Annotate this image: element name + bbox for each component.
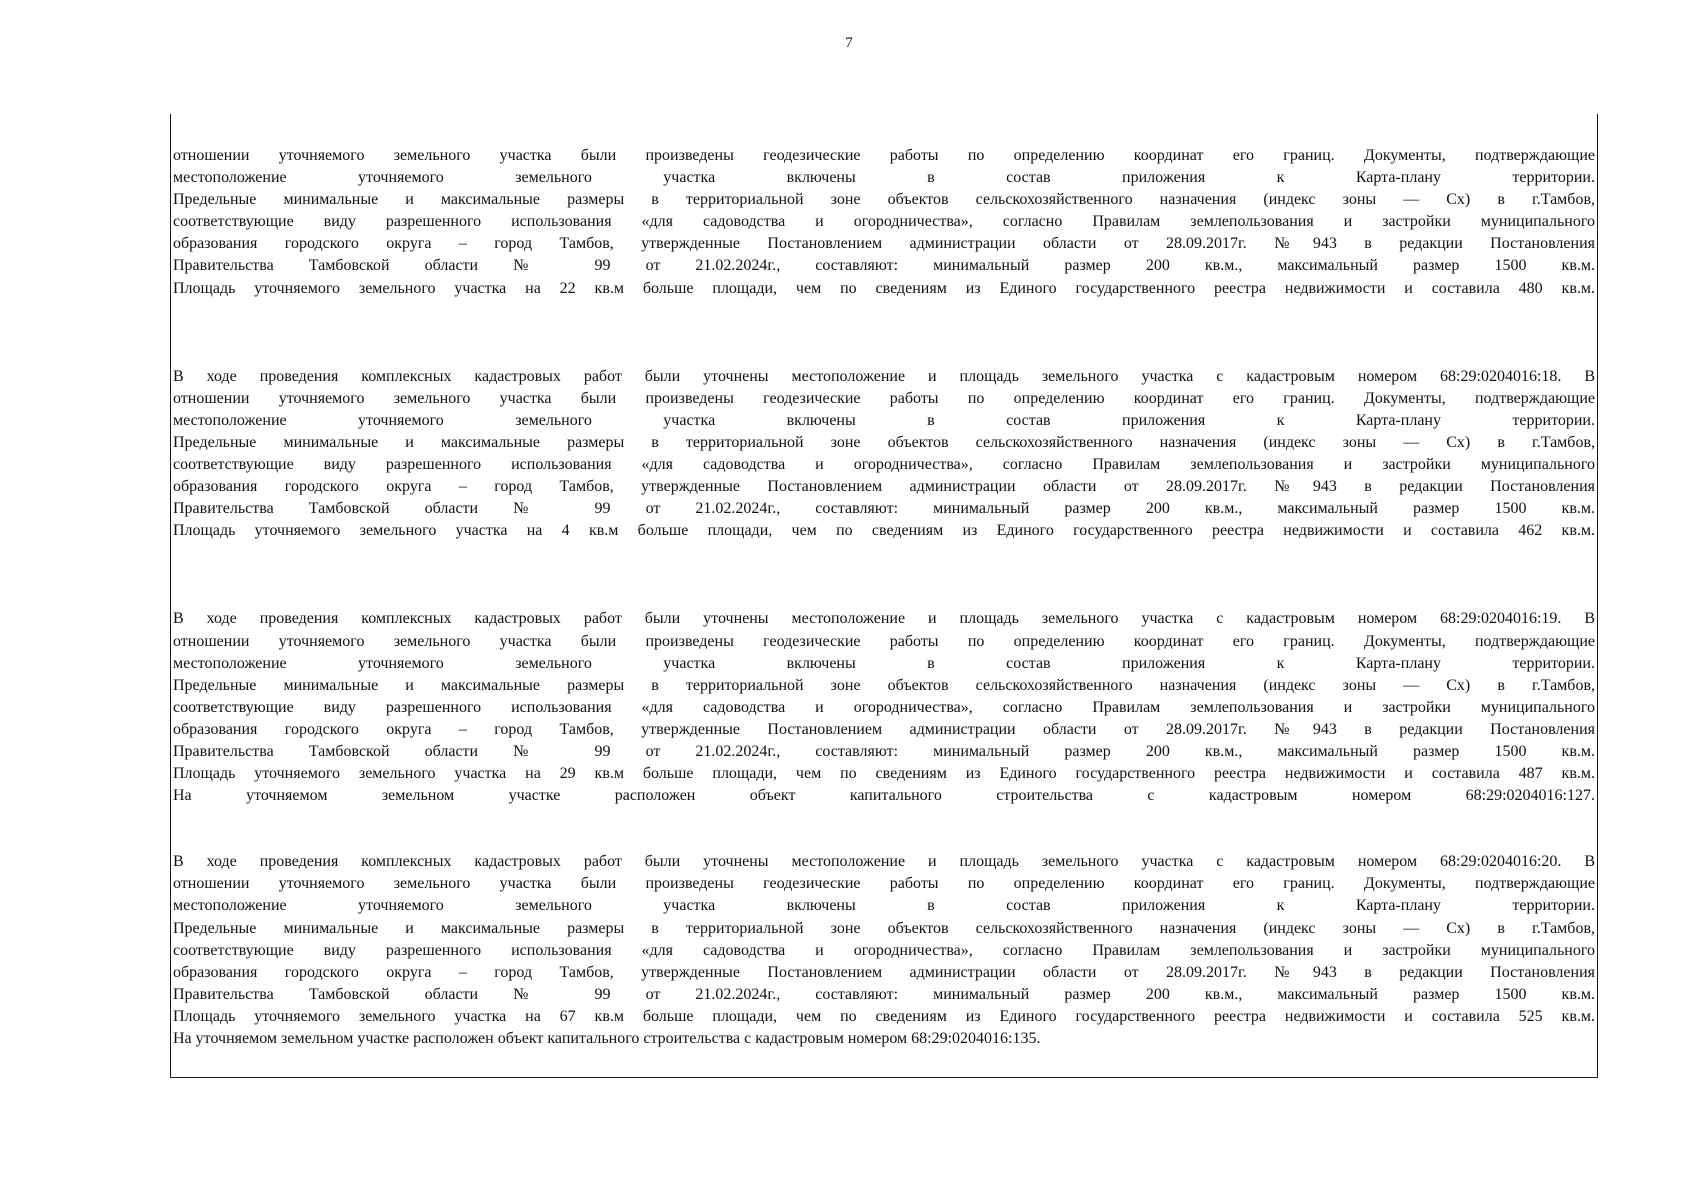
text-line: Правительства Тамбовской области № 99 от 21.02.2024г., составляют: минимальный размер 200 кв.м., максимальный размер 1500 кв.м. — [173, 257, 1595, 275]
text-line: В ходе проведения комплексных кадастровых работ были уточнены местоположение и площадь земельного участка с кадастровым номером 68:29:0204016:20. В — [173, 853, 1595, 871]
text-line: Правительства Тамбовской области № 99 от 21.02.2024г., составляют: минимальный размер 200 кв.м., максимальный размер 1500 кв.м. — [173, 985, 1595, 1003]
paragraph-plot-19 — [173, 608, 1595, 807]
text-line: местоположение уточняемого земельного участка включены в состав приложения к Карта-плану территории. — [173, 897, 1595, 915]
text-line: Правительства Тамбовской области № 99 от 21.02.2024г., составляют: минимальный размер 200 кв.м., максимальный размер 1500 кв.м. — [173, 742, 1595, 760]
text-line: соответствующие виду разрешенного использования «для садоводства и огородничества», согласно Правилам землепользования и застройки муниципального — [173, 456, 1595, 474]
text-line: Площадь уточняемого земельного участка на 29 кв.м больше площади, чем по сведениям из Единого государственного реестра недвижимости и составила 487 кв.м. — [173, 765, 1595, 783]
text-line: местоположение уточняемого земельного участка включены в состав приложения к Карта-плану территории. — [173, 411, 1595, 429]
document-body — [173, 145, 1595, 1050]
text-line: В ходе проведения комплексных кадастровых работ были уточнены местоположение и площадь земельного участка с кадастровым номером 68:29:0204016:19. В — [173, 610, 1595, 628]
paragraph-plot-18 — [173, 366, 1595, 543]
text-line: Предельные минимальные и максимальные размеры в территориальной зоне объектов сельскохозяйственного назначения (индекс зоны — Сх) в г.Тамбов, — [173, 676, 1595, 694]
text-line: отношении уточняемого земельного участка были произведены геодезические работы по определению координат его границ. Документы, подтверждающие — [173, 632, 1595, 650]
text-line: соответствующие виду разрешенного использования «для садоводства и огородничества», согласно Правилам землепользования и застройки муниципального — [173, 941, 1595, 959]
text-line: Предельные минимальные и максимальные размеры в территориальной зоне объектов сельскохозяйственного назначения (индекс зоны — Сх) в г.Тамбов, — [173, 919, 1595, 937]
text-line: образования городского округа – город Тамбов, утвержденные Постановлением администрации области от 28.09.2017г. №943 в редакции Постановления — [173, 478, 1595, 496]
paragraph-spacer — [173, 542, 1595, 608]
text-line: В ходе проведения комплексных кадастровых работ были уточнены местоположение и площадь земельного участка с кадастровым номером 68:29:0204016:18. В — [173, 367, 1595, 385]
text-line: На уточняемом земельном участке расположен объект капитального строительства с кадастровым номером 68:29:0204016:127. — [173, 787, 1595, 805]
text-line: Предельные минимальные и максимальные размеры в территориальной зоне объектов сельскохозяйственного назначения (индекс зоны — Сх) в г.Тамбов, — [173, 433, 1595, 451]
text-line: Площадь уточняемого земельного участка на 22 кв.м больше площади, чем по сведениям из Единого государственного реестра недвижимости и составила 480 кв.м. — [173, 279, 1595, 297]
text-line: соответствующие виду разрешенного использования «для садоводства и огородничества», согласно Правилам землепользования и застройки муниципального — [173, 213, 1595, 231]
page-number: 7 — [845, 35, 853, 51]
text-line: Предельные минимальные и максимальные размеры в территориальной зоне объектов сельскохозяйственного назначения (индекс зоны — Сх) в г.Тамбов, — [173, 191, 1595, 209]
paragraph-plot-continued — [173, 145, 1595, 300]
paragraph-plot-20 — [173, 851, 1595, 1050]
text-line: образования городского округа – город Тамбов, утвержденные Постановлением администрации области от 28.09.2017г. №943 в редакции Постановления — [173, 720, 1595, 738]
text-line: местоположение уточняемого земельного участка включены в состав приложения к Карта-плану территории. — [173, 169, 1595, 187]
text-line: Площадь уточняемого земельного участка на 67 кв.м больше площади, чем по сведениям из Единого государственного реестра недвижимости и составила 525 кв.м. — [173, 1007, 1595, 1025]
text-line: образования городского округа – город Тамбов, утвержденные Постановлением администрации области от 28.09.2017г. №943 в редакции Постановления — [173, 963, 1595, 981]
text-line: соответствующие виду разрешенного использования «для садоводства и огородничества», согласно Правилам землепользования и застройки муниципального — [173, 698, 1595, 716]
text-line: Правительства Тамбовской области № 99 от 21.02.2024г., составляют: минимальный размер 200 кв.м., максимальный размер 1500 кв.м. — [173, 500, 1595, 518]
text-line: образования городского округа – город Тамбов, утвержденные Постановлением администрации области от 28.09.2017г. №943 в редакции Постановления — [173, 235, 1595, 253]
text-line: На уточняемом земельном участке расположен объект капитального строительства с кадастровым номером 68:29:0204016:135. — [173, 1030, 1041, 1047]
document-frame — [170, 114, 1598, 1078]
text-line: отношении уточняемого земельного участка были произведены геодезические работы по определению координат его границ. Документы, подтверждающие — [173, 147, 1595, 164]
paragraph-spacer — [173, 807, 1595, 851]
text-line: местоположение уточняемого земельного участка включены в состав приложения к Карта-плану территории. — [173, 654, 1595, 672]
paragraph-spacer — [173, 300, 1595, 366]
text-line: отношении уточняемого земельного участка были произведены геодезические работы по определению координат его границ. Документы, подтверждающие — [173, 389, 1595, 407]
text-line: отношении уточняемого земельного участка были произведены геодезические работы по определению координат его границ. Документы, подтверждающие — [173, 875, 1595, 893]
text-line: Площадь уточняемого земельного участка на 4 кв.м больше площади, чем по сведениям из Единого государственного реестра недвижимости и составила 462 кв.м. — [173, 522, 1595, 540]
